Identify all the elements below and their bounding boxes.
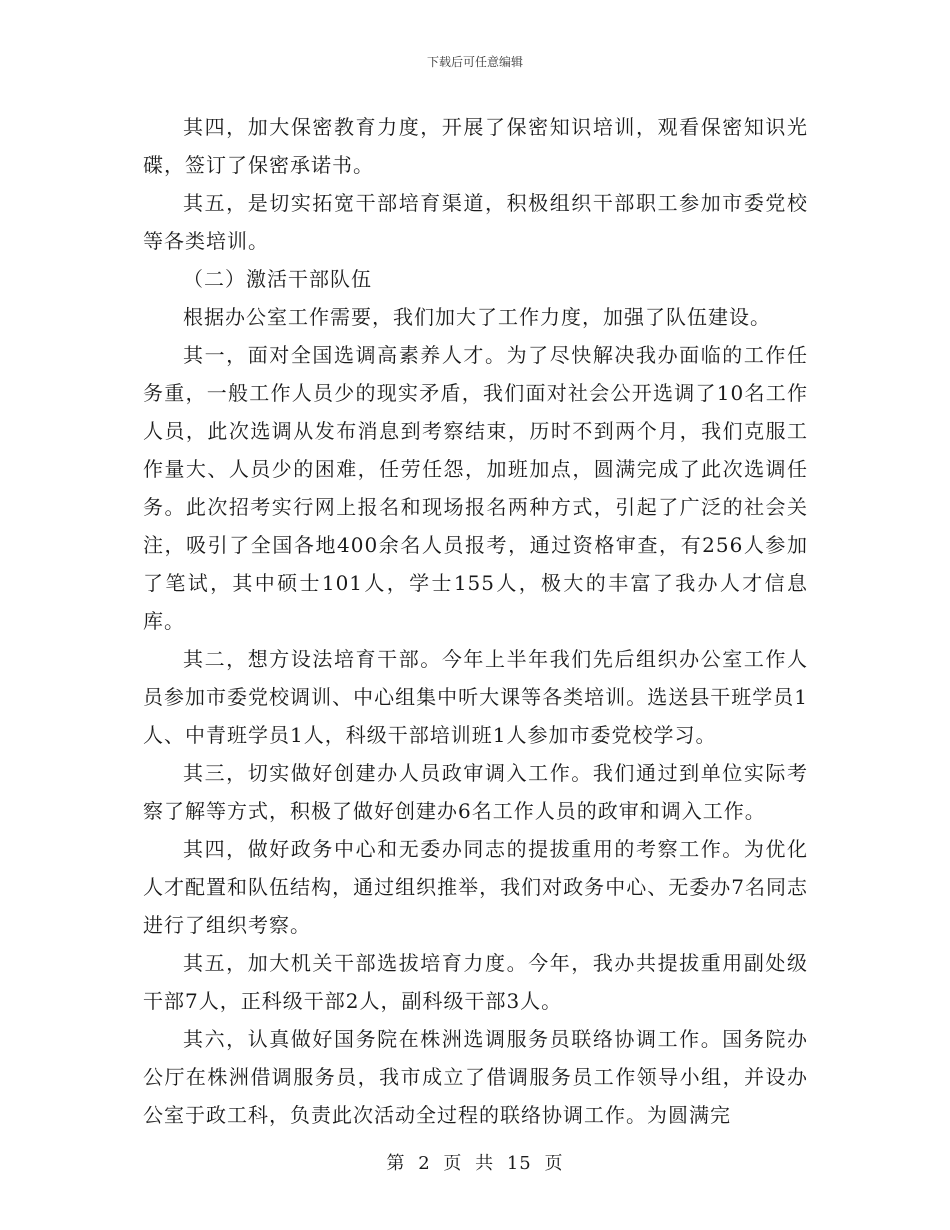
paragraph: 其四，加大保密教育力度，开展了保密知识培训，观看保密知识光碟，签订了保密承诺书。 (143, 115, 808, 177)
page-number: 第 2 页 共 15 页 (386, 1153, 564, 1174)
paragraph: 其一，面对全国选调高素养人才。为了尽快解决我办面临的工作任务重，一般工作人员少的现实矛盾，我们面对社会公开选调了10名工作人员，此次选调从发布消息到考察结束，历时不到两个月，我们克服工作量大、人员少的困难，任劳任怨，加班加点，圆满完成了此次选调任务。此次招考实行网上报名和现场报名两种方式，引起了广泛的社会关注，吸引了全国各地400余名人员报考，通过资格审查，有256人参加了笔试，其中硕士101人，学士155人，极大的丰富了我办人才信息库。 (143, 343, 808, 633)
section-heading: （二）激活干部队伍 (183, 267, 372, 291)
paragraph: 其四，做好政务中心和无委办同志的提拔重用的考察工作。为优化人才配置和队伍结构，通过组织推举，我们对政务中心、无委办7名同志进行了组织考察。 (143, 837, 808, 937)
paragraph: 其六，认真做好国务院在株洲选调服务员联络协调工作。国务院办公厅在株洲借调服务员，我市成立了借调服务员工作领导小组，并设办公室于政工科，负责此次活动全过程的联络协调工作。为圆满完 (143, 1027, 808, 1127)
paragraph: 根据办公室工作需要，我们加大了工作力度，加强了队伍建设。 (183, 305, 771, 329)
paragraph: 其五，是切实拓宽干部培育渠道，积极组织干部职工参加市委党校等各类培训。 (143, 191, 808, 253)
paragraph: 其三，切实做好创建办人员政审调入工作。我们通过到单位实际考察了解等方式，积极了做好创建办6名工作人员的政审和调入工作。 (143, 761, 808, 823)
paragraph: 其二，想方设法培育干部。今年上半年我们先后组织办公室工作人员参加市委党校调训、中心组集中听大课等各类培训。选送县干班学员1人、中青班学员1人，科级干部培训班1人参加市委党校学习。 (143, 647, 808, 747)
page-header: 下载后可任意编辑 (426, 55, 523, 69)
paragraph: 其五，加大机关干部选拔培育力度。今年，我办共提拔重用副处级干部7人，正科级干部2人，副科级干部3人。 (143, 951, 808, 1013)
document-body (143, 108, 808, 1134)
